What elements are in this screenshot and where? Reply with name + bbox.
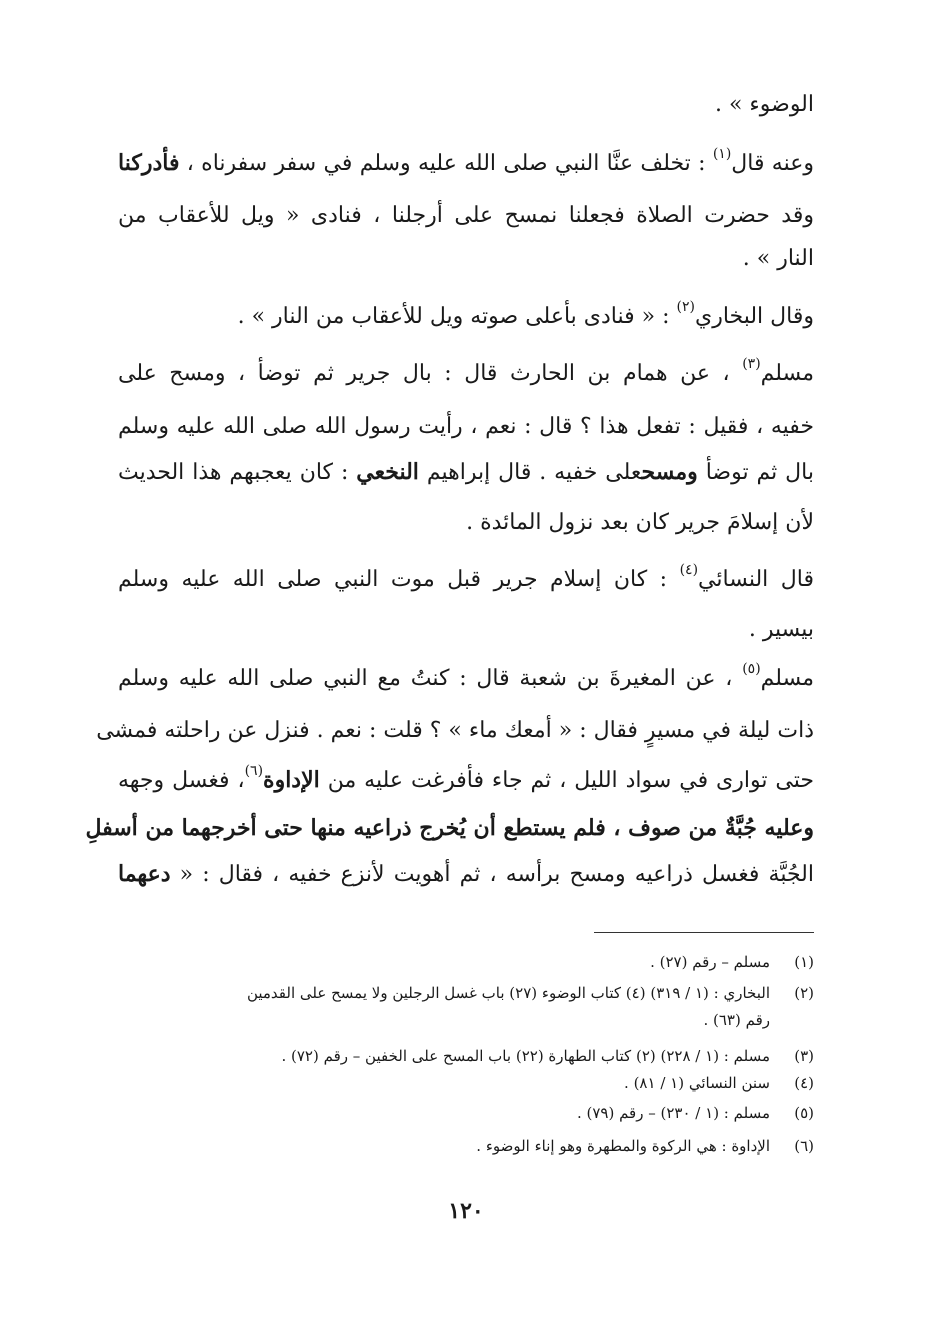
text-line [118, 242, 814, 276]
footnote-text: مسلم : (١ / ٢٢٨) (٢) كتاب الطهارة (٢٢) باب المسح على الخفين – رقم (٧٢) . [281, 1047, 770, 1065]
text-line [118, 199, 814, 233]
text-segment: حتى توارى في سواد الليل ، ثم جاء فأفرغت عليه من [319, 768, 814, 793]
text-segment: الإداوة [263, 767, 320, 793]
text-line [118, 146, 814, 183]
footnote-ref: (٦) [244, 763, 264, 779]
text-segment: الجُبَّة فغسل ذراعيه ومسح برأسه ، ثم أهويت لأنزع خفيه ، فقال : « [170, 862, 814, 887]
footnote-number: (٣) [794, 1047, 814, 1065]
text-segment: : « فنادى بأعلى صوته ويل للأعقاب من النار » . [237, 304, 677, 329]
footnote-number: (١) [794, 953, 814, 971]
footnote-ref: (٢) [676, 299, 695, 315]
footnote-ref: (٣) [742, 356, 761, 372]
text-segment: مسلم [760, 361, 814, 386]
text-segment: على خفيه . قال إبراهيم [418, 460, 642, 485]
text-segment: دعهما [118, 861, 171, 887]
footnote-text: مسلم – رقم (٢٧) . [650, 953, 770, 971]
footnote-ref: (٥) [742, 661, 761, 677]
footnote-text: الإداوة : هي الركوة والمطهرة وهو إناء الوضوء . [476, 1137, 770, 1155]
text-segment: فأدركنا [118, 150, 180, 176]
footnote-text: مسلم : (١ / ٢٣٠) – رقم (٧٩) . [576, 1104, 770, 1122]
text-segment: بيسير . [748, 617, 814, 642]
text-line [118, 563, 814, 599]
text-line [118, 763, 814, 800]
footnote-text: سنن النسائي (١ / ٨١) . [624, 1074, 770, 1092]
footnote-continuation: رقم (٦٣) . [703, 1011, 770, 1029]
footnote-separator [594, 932, 814, 933]
text-line [118, 410, 814, 444]
text-segment: قال النسائي [698, 567, 814, 592]
text-segment: وقال البخاري [694, 304, 814, 329]
footnote-number: (٢) [794, 984, 814, 1002]
text-segment: : تخلف عنَّا النبي صلى الله عليه وسلم في سفر سفرناه ، [179, 151, 713, 176]
text-segment: خفيه ، فقيل : تفعل هذا ؟ قال : نعم ، رأيت رسول الله صلى الله عليه وسلم [118, 414, 814, 439]
footnote-number: (٦) [794, 1137, 814, 1155]
footnote-text: البخاري : (١ / ٣١٩) (٤) كتاب الوضوء (٢٧) باب غسل الرجلين ولا يمسح على القدمين [246, 984, 770, 1002]
text-segment: وعليه جُبَّةٌ من صوف ، فلم يستطع أن يُخرج ذراعيه منها حتى أخرجهما من أسفلِ [85, 815, 814, 841]
text-line [118, 662, 814, 698]
text-segment: ، فغسل وجهه [118, 768, 245, 793]
footnote-ref: (١) [712, 146, 732, 162]
footnote-ref: (٤) [679, 562, 699, 578]
text-line [85, 811, 814, 846]
footnote [114, 981, 814, 1005]
footnote [114, 1044, 814, 1068]
footnote-number: (٥) [794, 1104, 814, 1122]
text-line [118, 506, 814, 540]
footnote [114, 1134, 814, 1158]
text-line [118, 88, 814, 122]
text-segment: النار » . [742, 246, 814, 271]
text-segment: النخعي [356, 459, 419, 485]
text-segment: وعنه قال [731, 151, 814, 176]
text-segment: ذات ليلة في مسيرٍ فقال : « أمعك ماء » ؟ قلت : نعم . فنزل عن راحلته فمشى [96, 718, 814, 743]
text-segment: مسلم [760, 666, 814, 691]
footnote-number: (٤) [794, 1074, 814, 1092]
text-segment: ، عن همام بن الحارث قال : بال جرير ثم توضأ ، ومسح على [118, 361, 743, 386]
text-line [118, 613, 814, 647]
footnote [114, 1071, 814, 1095]
text-segment: الوضوء » . [714, 92, 814, 117]
footnote [114, 950, 814, 974]
text-line [118, 455, 814, 490]
text-line [118, 300, 814, 336]
footnote [114, 1101, 814, 1125]
text-segment: : كان إسلام جرير قبل موت النبي صلى الله عليه وسلم [118, 567, 680, 592]
text-segment: بال ثم توضأ [697, 460, 814, 485]
text-segment: : كان يعجبهم هذا الحديث [118, 460, 357, 485]
text-segment: لأن إسلامَ جرير كان بعد نزول المائدة . [466, 510, 814, 535]
page-number: ١٢٠ [448, 1198, 484, 1224]
text-segment: وقد حضرت الصلاة فجعلنا نمسح على أرجلنا ، فنادى « ويل للأعقاب من [118, 203, 814, 228]
text-segment: ومسح [641, 459, 698, 485]
text-segment: ، عن المغيرةَ بن شعبة قال : كنتُ مع النبي صلى الله عليه وسلم [118, 666, 743, 691]
text-line [118, 857, 814, 892]
text-line [118, 357, 814, 393]
text-line [96, 714, 814, 748]
